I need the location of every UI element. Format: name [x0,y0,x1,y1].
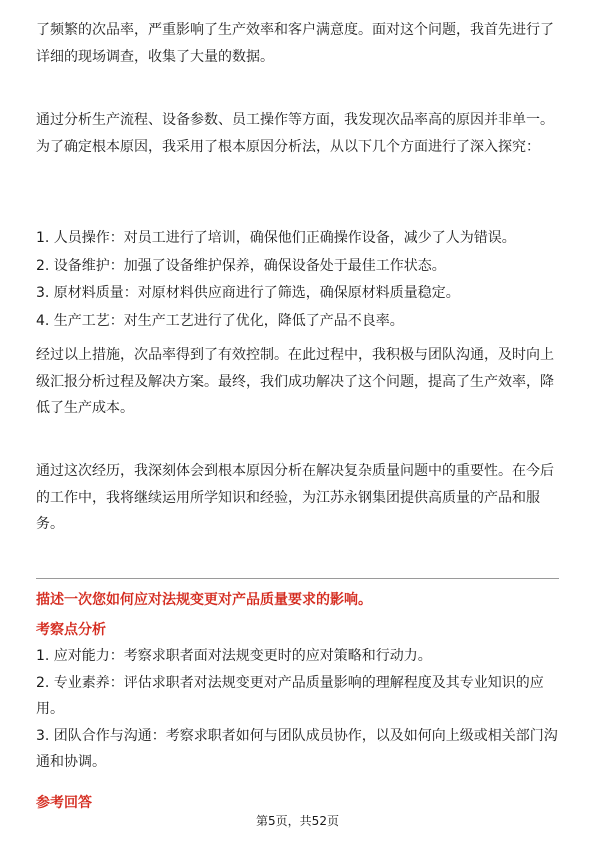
list-item: 3. 团队合作与沟通：考察求职者如何与团队成员协作，以及如何向上级或相关部门沟通和协调。 [36,727,558,770]
body-paragraph-3: 经过以上措施，次品率得到了有效控制。在此过程中，我积极与团队沟通，及时向上级汇报分析过程及解决方案。最终，我们成功解决了这个问题，提高了生产效率，降低了生产成本。 [36,347,554,416]
list-item: 2. 设备维护：加强了设备维护保养，确保设备处于最佳工作状态。 [36,257,446,274]
answer-heading: 参考回答 [36,795,92,811]
analysis-heading: 考察点分析 [36,622,106,638]
section-divider [36,578,559,579]
body-paragraph-2: 通过分析生产流程、设备参数、员工操作等方面，我发现次品率高的原因并非单一。为了确定根本原因，我采用了根本原因分析法，从以下几个方面进行了深入探究： [36,112,554,155]
list-item: 4. 生产工艺：对生产工艺进行了优化，降低了产品不良率。 [36,312,404,329]
analysis-list [36,643,559,776]
list-item: 3. 原材料质量：对原材料供应商进行了筛选，确保原材料质量稳定。 [36,285,460,301]
list-item: 1. 人员操作：对员工进行了培训，确保他们正确操作设备，减少了人为错误。 [36,230,516,246]
body-paragraph-4: 通过这次经历，我深刻体会到根本原因分析在解决复杂质量问题中的重要性。在今后的工作中，我将继续运用所学知识和经验，为江苏永钢集团提供高质量的产品和服务。 [36,463,554,532]
body-paragraph-1: 了频繁的次品率，严重影响了生产效率和客户满意度。面对这个问题，我首先进行了详细的现场调查，收集了大量的数据。 [36,22,554,65]
question-heading: 描述一次您如何应对法规变更对产品质量要求的影响。 [36,592,372,608]
measures-list [36,225,559,335]
list-item: 1. 应对能力：考察求职者面对法规变更时的应对策略和行动力。 [36,648,432,664]
page-number: 第5页，共52页 [256,814,339,828]
list-item: 2. 专业素养：评估求职者对法规变更对产品质量影响的理解程度及其专业知识的应用。 [36,674,544,717]
